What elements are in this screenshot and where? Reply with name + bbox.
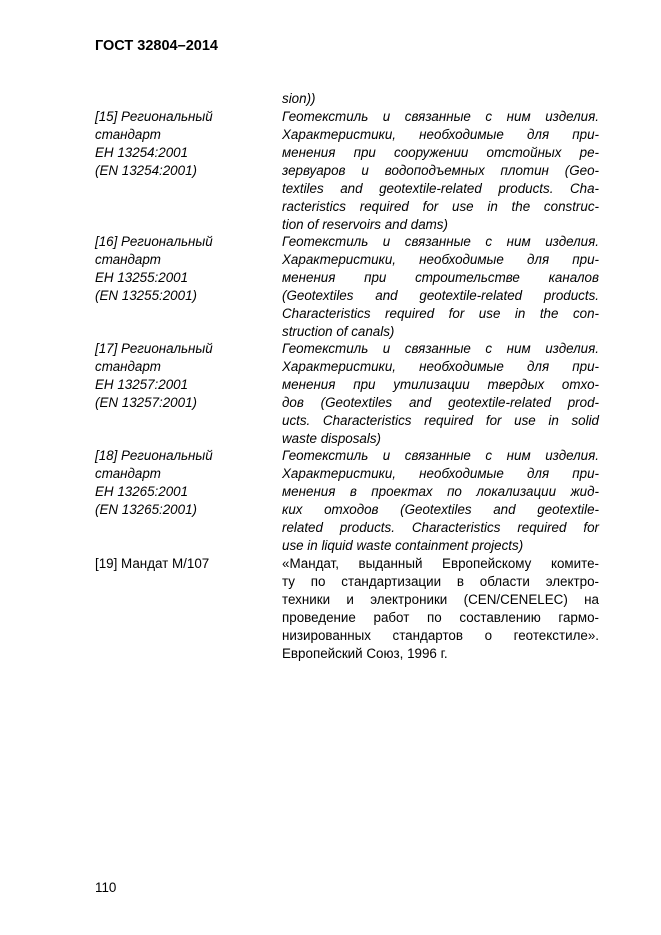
text-line: Геотекстиль и связанные с ним изделия. (282, 341, 599, 356)
text-line: racteristics required for use in the construc- (282, 199, 599, 214)
text-line: Европейский Союз, 1996 г. (282, 646, 448, 661)
text-line: Характеристики, необходимые для при- (282, 252, 599, 267)
reference-label (95, 447, 265, 519)
ref-type-label: стандарт (95, 359, 161, 374)
text-line: Характеристики, необходимые для при- (282, 127, 599, 142)
reference-label (95, 555, 265, 573)
reference-title (282, 555, 599, 663)
text-line: related products. Characteristics required for (282, 520, 599, 535)
text-line: зервуаров и водоподъемных плотин (Geo- (282, 163, 599, 178)
reference-label (95, 340, 265, 412)
text-line: ту по стандартизации в области электро- (282, 574, 599, 589)
reference-title (282, 447, 599, 555)
text-line: Геотекстиль и связанные с ним изделия. (282, 109, 599, 124)
ref-number-label: [17] Региональный (95, 341, 213, 356)
text-line: Characteristics required for use in the con- (282, 306, 599, 321)
ref-code-en: (EN 13265:2001) (95, 502, 197, 517)
reference-label (95, 233, 265, 305)
text-line: менения при строительстве каналов (282, 270, 599, 285)
ref-code-en: (EN 13255:2001) (95, 288, 197, 303)
ref-type-label: стандарт (95, 466, 161, 481)
text-line: textiles and geotextile-related products. Cha- (282, 181, 599, 196)
ref-number-label: [19] Мандат М/107 (95, 556, 210, 571)
text-line: проведение работ по составлению гармо- (282, 610, 599, 625)
text-line: техники и электроники (CEN/CENELEC) на (282, 592, 599, 607)
text-line: «Мандат, выданный Европейскому комите- (282, 556, 599, 571)
page-number: 110 (95, 880, 117, 895)
text-line: Геотекстиль и связанные с ним изделия. (282, 448, 599, 463)
text-line: Характеристики, необходимые для при- (282, 466, 599, 481)
text-line: tion of reservoirs and dams) (282, 217, 448, 232)
ref-type-label: стандарт (95, 127, 161, 142)
text-line: (Geotextiles and geotextile-related products. (282, 288, 599, 303)
ref-code-en: (EN 13254:2001) (95, 163, 197, 178)
text-line: менения при сооружении отстойных ре- (282, 145, 599, 160)
text-line: ucts. Characteristics required for use in solid (282, 413, 599, 428)
text-line: struction of canals) (282, 324, 395, 339)
ref-number-label: [15] Региональный (95, 109, 213, 124)
ref-number-label: [16] Региональный (95, 234, 213, 249)
reference-title (282, 108, 599, 234)
text-line: низированных стандартов о геотекстиле». (282, 628, 599, 643)
ref-code-en: (EN 13257:2001) (95, 395, 197, 410)
ref-code-ru: ЕН 13265:2001 (95, 484, 189, 499)
reference-title (282, 233, 599, 341)
ref-code-ru: ЕН 13257:2001 (95, 377, 189, 392)
text-line: waste disposals) (282, 431, 381, 446)
text-line: Геотекстиль и связанные с ним изделия. (282, 234, 599, 249)
reference-label (95, 108, 265, 180)
text-line: use in liquid waste containment projects) (282, 538, 524, 553)
text-line: Характеристики, необходимые для при- (282, 359, 599, 374)
text-line: sion)) (282, 91, 316, 106)
document-code-header: ГОСТ 32804–2014 (95, 38, 218, 54)
reference-title (282, 340, 599, 448)
ref-number-label: [18] Региональный (95, 448, 213, 463)
continuation-text (282, 90, 599, 108)
ref-code-ru: ЕН 13255:2001 (95, 270, 189, 285)
text-line: дов (Geotextiles and geotextile-related prod- (282, 395, 599, 410)
text-line: ких отходов (Geotextiles and geotextile- (282, 502, 599, 517)
ref-code-ru: ЕН 13254:2001 (95, 145, 189, 160)
text-line: менения при утилизации твердых отхо- (282, 377, 599, 392)
ref-type-label: стандарт (95, 252, 161, 267)
text-line: менения в проектах по локализации жид- (282, 484, 599, 499)
